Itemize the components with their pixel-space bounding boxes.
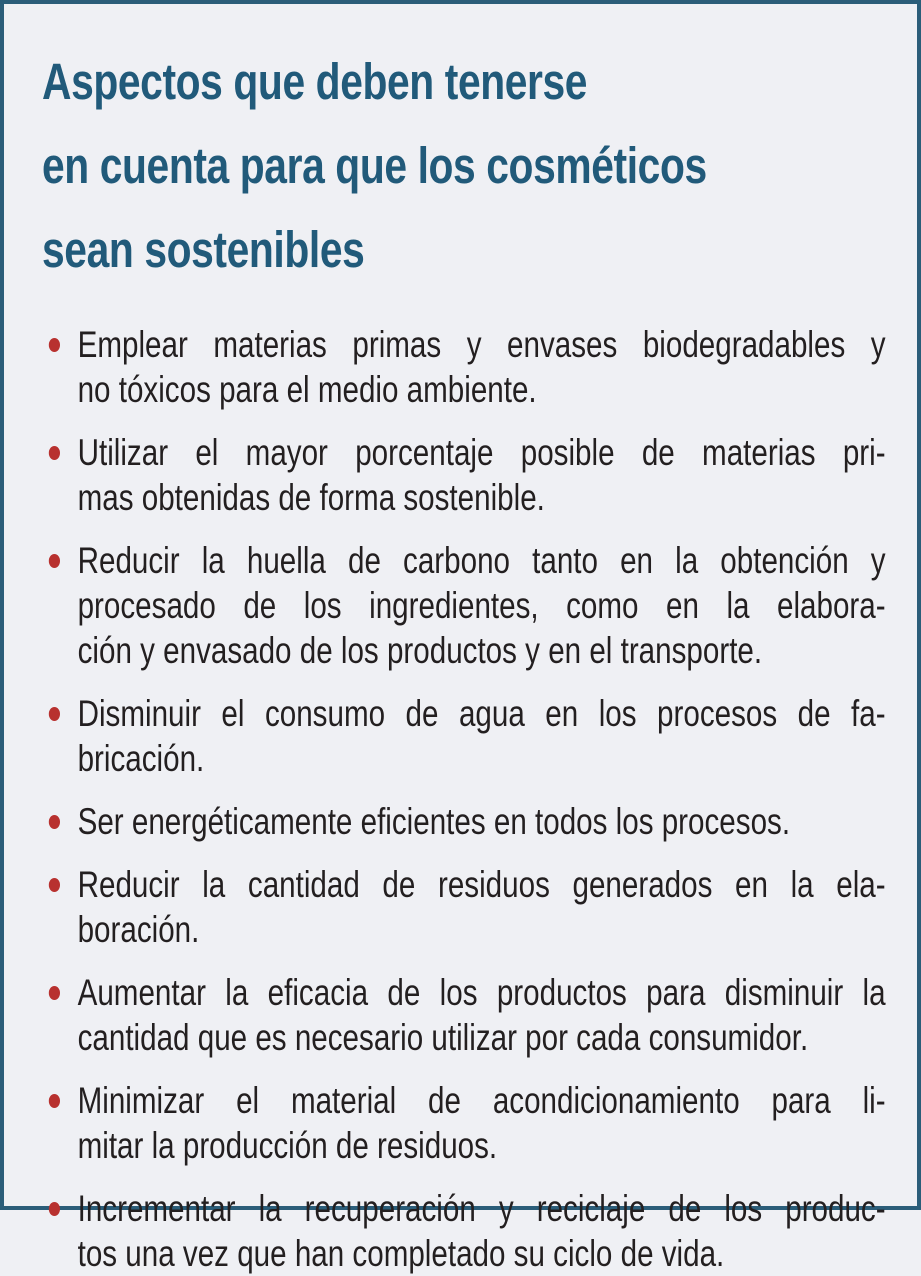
- bullet-icon: [49, 878, 60, 892]
- list-item-text: cantidad que es necesario utilizar por cada consumidor.: [77, 1017, 809, 1058]
- list-item-text: bricación.: [77, 738, 205, 779]
- list-item-text: boración.: [77, 909, 200, 950]
- list-item-text: Minimizar el material de acondicionamiento para li-: [77, 1080, 886, 1121]
- list-item-text: Disminuir el consumo de agua en los procesos de fa-: [77, 693, 886, 734]
- list-item-text: Reducir la cantidad de residuos generados en la ela-: [77, 864, 886, 905]
- list-item: [44, 430, 886, 520]
- box-title: [42, 40, 714, 292]
- bullet-icon: [49, 1202, 60, 1216]
- list-item-text: Ser energéticamente eficientes en todos los procesos.: [77, 801, 791, 842]
- bullet-icon: [49, 986, 60, 1000]
- list-item-text: no tóxicos para el medio ambiente.: [77, 369, 537, 410]
- list-item-text: ción y envasado de los productos y en el transporte.: [77, 630, 763, 671]
- list-item-text: mitar la producción de residuos.: [77, 1125, 498, 1166]
- list-item-text: mas obtenidas de forma sostenible.: [77, 477, 545, 518]
- list-item: [44, 799, 852, 844]
- bullet-icon: [49, 446, 60, 460]
- list-item: [44, 862, 886, 952]
- bullet-icon: [49, 338, 60, 352]
- list-item: [44, 1078, 886, 1168]
- bullet-icon: [49, 554, 60, 568]
- list-item-text: Aumentar la eficacia de los productos para disminuir la: [77, 972, 886, 1013]
- list-item: [44, 322, 886, 412]
- list-item: [44, 691, 886, 781]
- bullet-icon: [49, 1094, 60, 1108]
- title-line: en cuenta para que los cosméticos: [42, 137, 707, 194]
- list-item: [44, 538, 886, 673]
- title-line: Aspectos que deben tenerse: [42, 53, 588, 110]
- list-item: [44, 970, 886, 1060]
- list-item-text: Incrementar la recuperación y reciclaje de los produc-: [77, 1188, 886, 1229]
- list-item-text: Utilizar el mayor porcentaje posible de materias pri-: [77, 432, 886, 473]
- list-item-text: Emplear materias primas y envases biodegradables y: [77, 324, 886, 365]
- list-item-text: procesado de los ingredientes, como en la elabora-: [77, 585, 886, 626]
- list-item-text: tos una vez que han completado su ciclo de vida.: [77, 1233, 725, 1274]
- title-line: sean sostenibles: [42, 221, 365, 278]
- list-item-text: Reducir la huella de carbono tanto en la obtención y: [77, 540, 886, 581]
- bullet-icon: [49, 707, 60, 721]
- bullet-icon: [49, 815, 60, 829]
- list-item: [44, 1186, 886, 1276]
